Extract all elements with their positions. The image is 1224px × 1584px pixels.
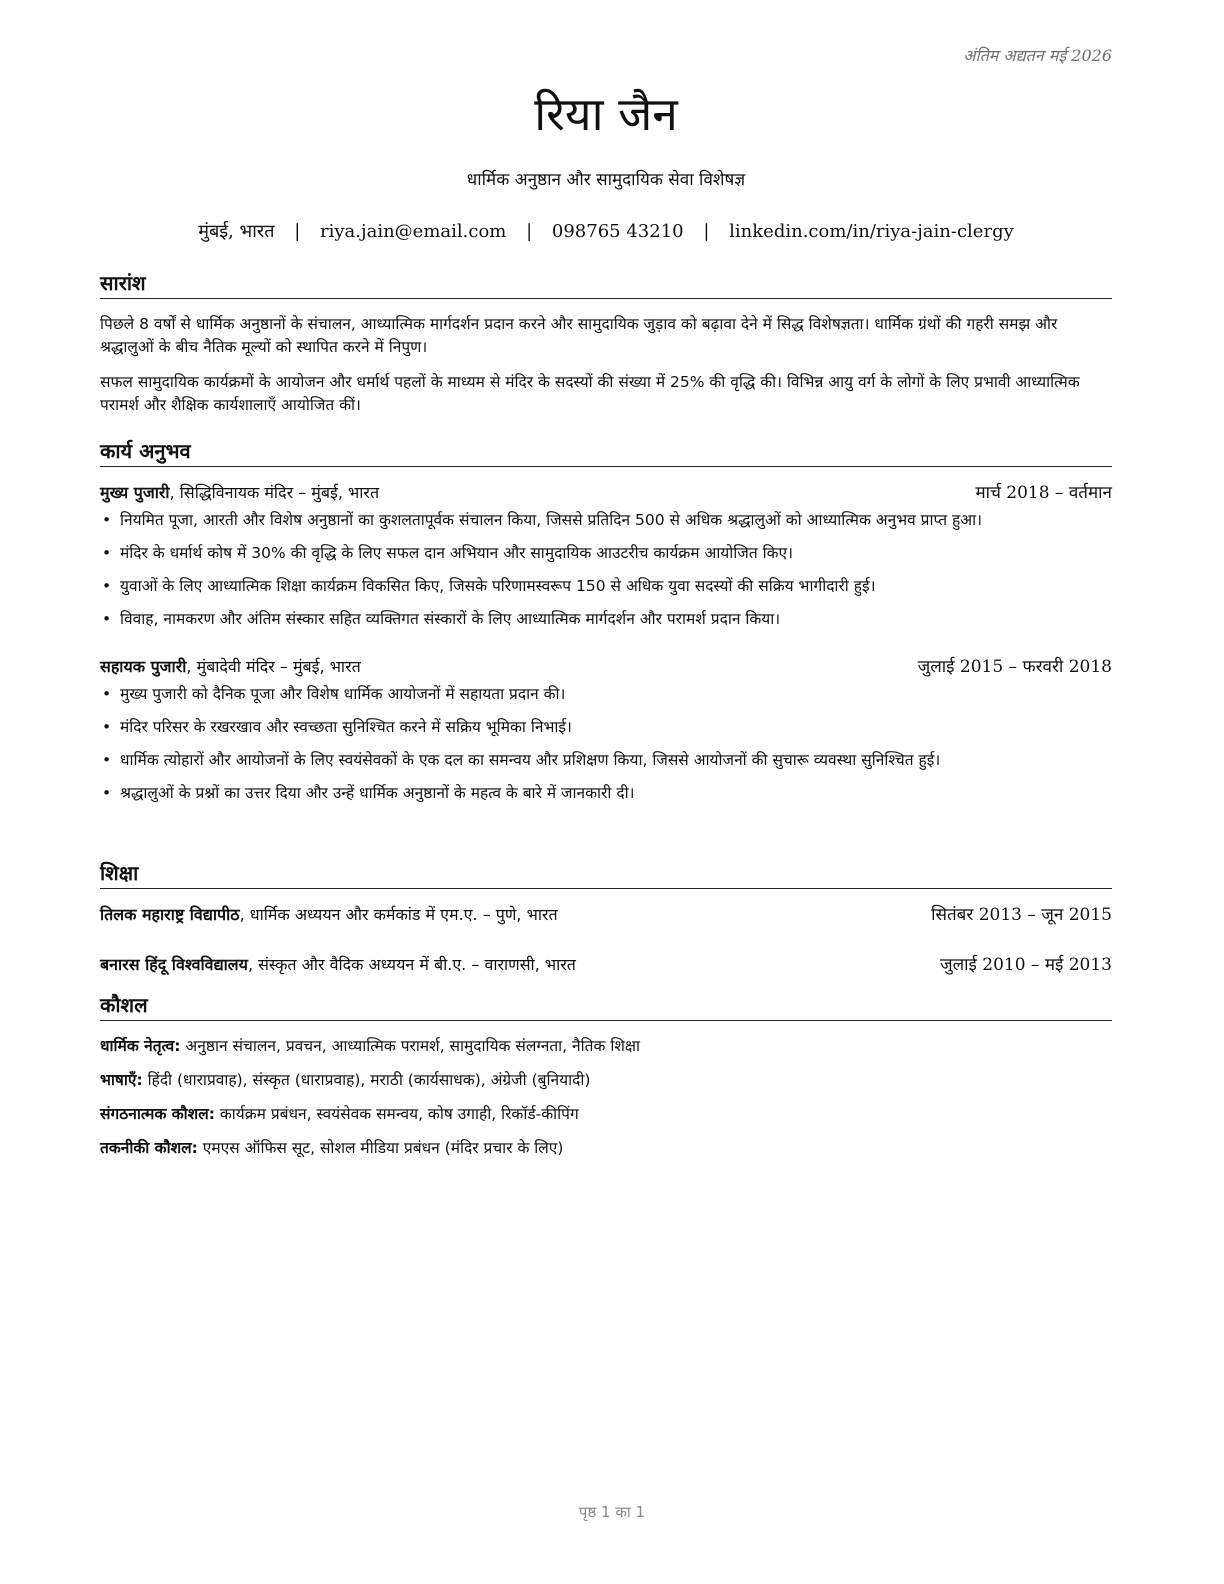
bullet-glyph: • <box>102 577 112 595</box>
education-dates: जुलाई 2010 – मई 2013 <box>939 955 1112 975</box>
skills-section <box>100 992 1112 1171</box>
skill-row <box>100 1137 1112 1160</box>
education-institution: तिलक महाराष्ट्र विद्यापीठ <box>100 905 240 924</box>
skill-row <box>100 1035 1112 1058</box>
job-header <box>100 655 1112 679</box>
candidate-name: रिया जैन <box>534 87 678 141</box>
skill-label: धार्मिक नेतृत्व: <box>100 1037 181 1055</box>
education-dates: सितंबर 2013 – जून 2015 <box>931 905 1112 925</box>
job-bullet-text: नियमित पूजा, आरती और विशेष अनुष्ठानों का कुशलतापूर्वक संचालन किया, जिससे प्रतिदिन 500 से अधिक श्रद्धालुओं को आध्यात्मिक अनुभव प्राप्त हुआ। <box>120 511 982 529</box>
experience-section <box>100 438 1112 815</box>
skill-row <box>100 1103 1112 1126</box>
job-organization: , सिद्धिविनायक मंदिर – मुंबई, भारत <box>169 483 380 502</box>
resume-page <box>100 0 1112 1584</box>
job-title: मुख्य पुजारी <box>100 483 170 502</box>
job-bullet-text: युवाओं के लिए आध्यात्मिक शिक्षा कार्यक्रम विकसित किए, जिसके परिणामस्वरूप 150 से अधिक युवा सदस्यों की सक्रिय भागीदारी हुई। <box>120 577 876 595</box>
education-detail: , धार्मिक अध्ययन और कर्मकांड में एम.ए. – पुणे, भारत <box>239 905 558 924</box>
job-bullet-text: विवाह, नामकरण और अंतिम संस्कार सहित व्यक्तिगत संस्कारों के लिए आध्यात्मिक मार्गदर्शन और परामर्श प्रदान किया। <box>120 610 781 628</box>
job-bullet <box>100 683 1112 706</box>
contact-linkedin[interactable]: linkedin.com/in/riya-jain-clergy <box>729 221 1014 242</box>
job-bullet-text: धार्मिक त्योहारों और आयोजनों के लिए स्वयंसेवकों के एक दल का समन्वय और प्रशिक्षण किया, जिससे आयोजनों की सुचारू व्यवस्था सुनिश्चित हुई। <box>120 751 941 769</box>
job-bullet-text: मंदिर के धर्मार्थ कोष में 30% की वृद्धि के लिए सफल दान अभियान और सामुदायिक आउटरीच कार्यक्रम आयोजित किए। <box>120 544 793 562</box>
experience-heading: कार्य अनुभव <box>100 438 1112 467</box>
job-bullets <box>100 683 1112 805</box>
contact-email[interactable]: riya.jain@email.com <box>320 221 507 242</box>
job-bullet <box>100 782 1112 805</box>
contact-separator: | <box>703 221 710 242</box>
contact-phone[interactable]: 098765 43210 <box>551 221 684 242</box>
summary-heading: सारांश <box>100 270 1112 299</box>
job-bullets <box>100 509 1112 631</box>
job-bullet-text: मंदिर परिसर के रखरखाव और स्वच्छता सुनिश्चित करने में सक्रिय भूमिका निभाई। <box>120 718 572 736</box>
skill-value: कार्यक्रम प्रबंधन, स्वयंसेवक समन्वय, कोष उगाही, रिकॉर्ड-कीपिंग <box>214 1105 579 1123</box>
skill-label: भाषाएँ: <box>100 1071 143 1089</box>
job-bullet <box>100 575 1112 598</box>
contact-location: मुंबई, भारत <box>198 221 275 242</box>
summary-section <box>100 270 1112 417</box>
job-header <box>100 481 1112 505</box>
job-dates: जुलाई 2015 – फरवरी 2018 <box>917 657 1112 677</box>
job-bullet <box>100 509 1112 532</box>
page-number: पृष्ठ 1 का 1 <box>578 1503 646 1521</box>
education-institution: बनारस हिंदू विश्वविद्यालय <box>100 955 248 974</box>
education-entry <box>100 903 1112 927</box>
job-bullet-text: मुख्य पुजारी को दैनिक पूजा और विशेष धार्मिक आयोजनों में सहायता प्रदान की। <box>120 685 566 703</box>
skill-row <box>100 1069 1112 1092</box>
candidate-tagline: धार्मिक अनुष्ठान और सामुदायिक सेवा विशेषज्ञ <box>466 170 746 190</box>
bullet-glyph: • <box>102 610 112 628</box>
contact-line <box>100 219 1112 243</box>
skill-value: हिंदी (धाराप्रवाह), संस्कृत (धाराप्रवाह), मराठी (कार्यसाधक), अंग्रेजी (बुनियादी) <box>142 1071 591 1089</box>
job-organization: , मुंबादेवी मंदिर – मुंबई, भारत <box>186 657 361 676</box>
job-entry <box>100 481 1112 631</box>
last-updated: अंतिम अद्यतन मई 2026 <box>963 46 1112 65</box>
job-bullet <box>100 716 1112 739</box>
summary-paragraph: पिछले 8 वर्षों से धार्मिक अनुष्ठानों के संचालन, आध्यात्मिक मार्गदर्शन प्रदान करने और सामुदायिक जुड़ाव को बढ़ावा देने में सिद्ध विशेषज्ञता। धार्मिक ग्रंथों की गहरी समझ और श्रद्धालुओं के बीच नैतिक मूल्यों को स्थापित करने में निपुण। <box>100 315 1058 356</box>
summary-paragraph: सफल सामुदायिक कार्यक्रमों के आयोजन और धर्मार्थ पहलों के माध्यम से मंदिर के सदस्यों की संख्या में 25% की वृद्धि की। विभिन्न आयु वर्ग के लोगों के लिए प्रभावी आध्यात्मिक परामर्श और शैक्षिक कार्यशालाएँ आयोजित कीं। <box>100 373 1080 414</box>
skill-value: अनुष्ठान संचालन, प्रवचन, आध्यात्मिक परामर्श, सामुदायिक संलग्नता, नैतिक शिक्षा <box>180 1037 641 1055</box>
job-dates: मार्च 2018 – वर्तमान <box>975 483 1112 503</box>
bullet-glyph: • <box>102 685 112 703</box>
job-bullet <box>100 542 1112 565</box>
education-section <box>100 860 1112 977</box>
education-detail: , संस्कृत और वैदिक अध्ययन में बी.ए. – वाराणसी, भारत <box>247 955 576 974</box>
education-entry <box>100 953 1112 977</box>
skill-label: तकनीकी कौशल: <box>100 1139 198 1157</box>
contact-separator: | <box>526 221 533 242</box>
skill-label: संगठनात्मक कौशल: <box>100 1105 215 1123</box>
skill-value: एमएस ऑफिस सूट, सोशल मीडिया प्रबंधन (मंदिर प्रचार के लिए) <box>197 1139 564 1157</box>
job-entry <box>100 655 1112 805</box>
education-heading: शिक्षा <box>100 860 1112 889</box>
skills-heading: कौशल <box>100 992 1112 1021</box>
job-bullet-text: श्रद्धालुओं के प्रश्नों का उत्तर दिया और उन्हें धार्मिक अनुष्ठानों के महत्व के बारे में जानकारी दी। <box>120 784 635 802</box>
bullet-glyph: • <box>102 751 112 769</box>
bullet-glyph: • <box>102 544 112 562</box>
bullet-glyph: • <box>102 511 112 529</box>
job-bullet <box>100 608 1112 631</box>
contact-separator: | <box>294 221 301 242</box>
bullet-glyph: • <box>102 718 112 736</box>
job-title: सहायक पुजारी <box>100 657 187 676</box>
job-bullet <box>100 749 1112 772</box>
bullet-glyph: • <box>102 784 112 802</box>
